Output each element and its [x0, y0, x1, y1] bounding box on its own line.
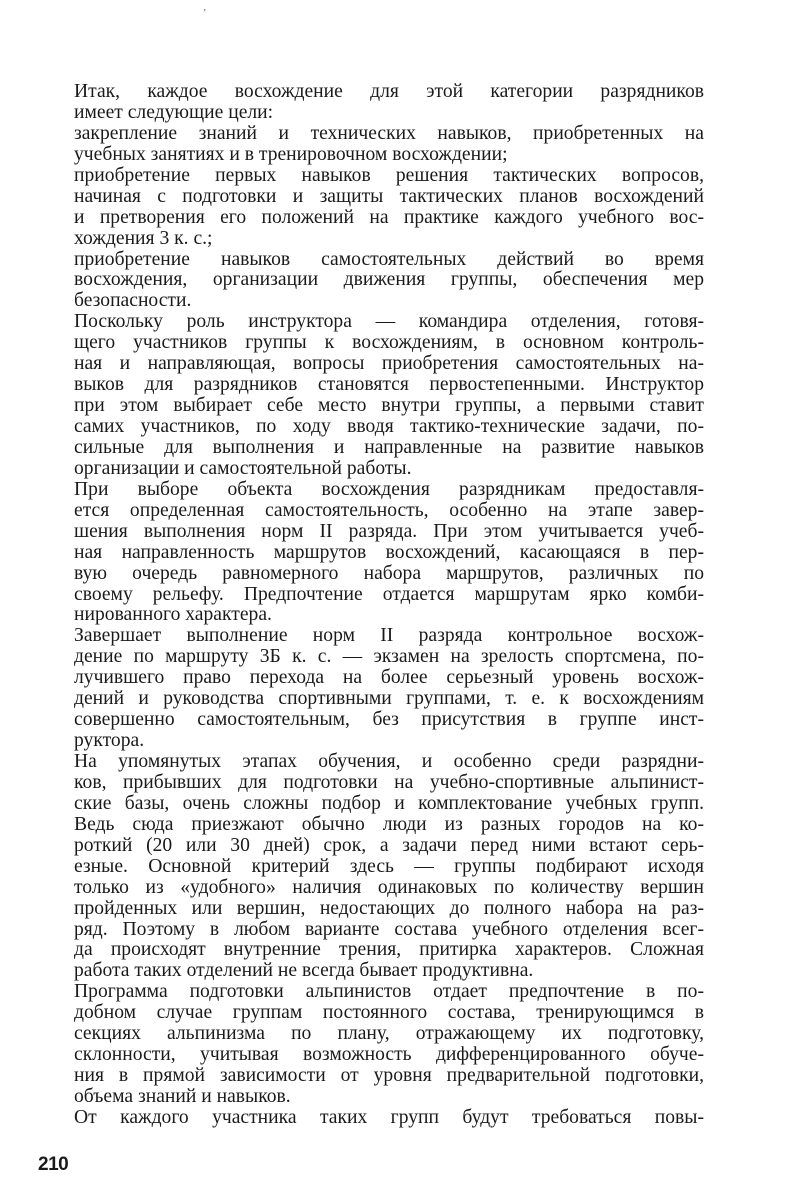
text-line: выков для разрядников становятся первостепенными. Инструктор	[74, 374, 704, 396]
text-line: склонности, учитывая возможность дифференцированного обуче-	[74, 1044, 704, 1066]
text-line: роткий (20 или 30 дней) срок, а задачи перед ними встают серь-	[74, 834, 704, 856]
text-line: дение по маршруту 3Б к. с. — экзамен на зрелость спортсмена, по-	[74, 646, 704, 668]
text-line: При выборе объекта восхождения разрядникам предоставля-	[74, 478, 704, 500]
text-line: Ведь сюда приезжают обычно люди из разных городов на ко-	[74, 813, 704, 835]
text-line: Завершает выполнение норм II разряда контрольное восхож-	[74, 625, 704, 647]
text-line: учебных занятиях и в тренировочном восхождении;	[74, 143, 508, 165]
text-line: пройденных или вершин, недостающих до полного набора на раз-	[74, 897, 704, 919]
text-line: От каждого участника таких групп будут требоваться повы-	[74, 1106, 704, 1128]
text-line: совершенно самостоятельным, без присутствия в группе инст-	[74, 709, 704, 731]
text-line: ная и направляющая, вопросы приобретения самостоятельных на-	[74, 353, 704, 375]
text-line: приобретение первых навыков решения тактических вопросов,	[74, 164, 704, 186]
text-line: лучившего право перехода на более серьезный уровень восхож-	[74, 667, 704, 689]
text-line: шения выполнения норм II разряда. При этом учитывается учеб-	[74, 520, 704, 542]
text-line: восхождения, организации движения группы, обеспечения мер	[74, 269, 704, 291]
text-line: ков, прибывших для подготовки на учебно-спортивные альпинист-	[74, 771, 704, 793]
text-line: щего участников группы к восхождениям, в основном контроль-	[74, 332, 704, 354]
paragraph	[74, 752, 704, 982]
paragraph	[74, 626, 704, 752]
paragraph	[74, 124, 704, 166]
text-line: ские базы, очень сложны подбор и комплектование учебных групп.	[74, 792, 704, 814]
stray-mark: ʼ	[203, 8, 207, 19]
paragraph	[74, 480, 704, 627]
text-line: только из «удобного» наличия одинаковых по количеству вершин	[74, 876, 704, 898]
text-line: Итак, каждое восхождение для этой категории разрядников	[74, 81, 704, 102]
text-line: объема знаний и навыков.	[74, 1086, 291, 1107]
text-line: Программа подготовки альпинистов отдает предпочтение в по-	[74, 981, 704, 1003]
text-line: и претворения его положений на практике каждого учебного вос-	[74, 206, 704, 228]
text-line: руктора.	[74, 730, 145, 752]
text-line: закрепление знаний и технических навыков, приобретенных на	[74, 122, 704, 144]
paragraph	[74, 982, 704, 1108]
page-number: 210	[38, 1154, 69, 1175]
text-line: имеет следующие цели:	[74, 101, 274, 123]
text-line: На упомянутых этапах обучения, и особенно среди разрядни-	[74, 751, 704, 772]
text-line: да происходят внутренние трения, притирка характеров. Сложная	[74, 939, 704, 961]
paragraph	[74, 82, 704, 124]
text-line: сильные для выполнения и направленные на развитие навыков	[74, 436, 704, 458]
text-line: ряд. Поэтому в любом варианте состава учебного отделения всег-	[74, 918, 704, 940]
text-line: приобретение навыков самостоятельных действий во время	[74, 248, 704, 270]
paragraph	[74, 312, 704, 480]
page-body	[74, 82, 704, 1129]
text-line: секциях альпинизма по плану, отражающему их подготовку,	[74, 1023, 704, 1045]
text-line: нированного характера.	[74, 604, 272, 626]
text-line: начиная с подготовки и защиты тактических планов восхождений	[74, 185, 704, 207]
text-line: добном случае группам постоянного состава, тренирующимся в	[74, 1002, 704, 1024]
text-line: вую очередь равномерного набора маршрутов, различных по	[74, 562, 704, 584]
text-line: самих участников, по ходу вводя тактико-технические задачи, по-	[74, 416, 704, 437]
text-line: ния в прямой зависимости от уровня предварительной подготовки,	[74, 1065, 704, 1087]
paragraph	[74, 250, 704, 313]
paragraph	[74, 166, 704, 250]
text-line: при этом выбирает себе место внутри группы, а первыми ставит	[74, 395, 704, 417]
text-line: работа таких отделений не всегда бывает продуктивна.	[74, 960, 534, 982]
text-line: организации и самостоятельной работы.	[74, 457, 412, 479]
text-line: ная направленность маршрутов восхождений, касающаяся в пер-	[74, 541, 704, 563]
text-line: езные. Основной критерий здесь — группы подбирают исходя	[74, 855, 704, 877]
paragraph	[74, 1108, 704, 1129]
text-line: Поскольку роль инструктора — командира отделения, готовя-	[74, 311, 704, 333]
text-line: ется определенная самостоятельность, особенно на этапе завер-	[74, 499, 704, 521]
text-line: своему рельефу. Предпочтение отдается маршрутам ярко комби-	[74, 583, 704, 605]
text-line: безопасности.	[74, 290, 192, 312]
text-line: хождения 3 к. с.;	[74, 227, 213, 249]
text-line: дений и руководства спортивными группами, т. е. к восхождениям	[74, 688, 704, 710]
